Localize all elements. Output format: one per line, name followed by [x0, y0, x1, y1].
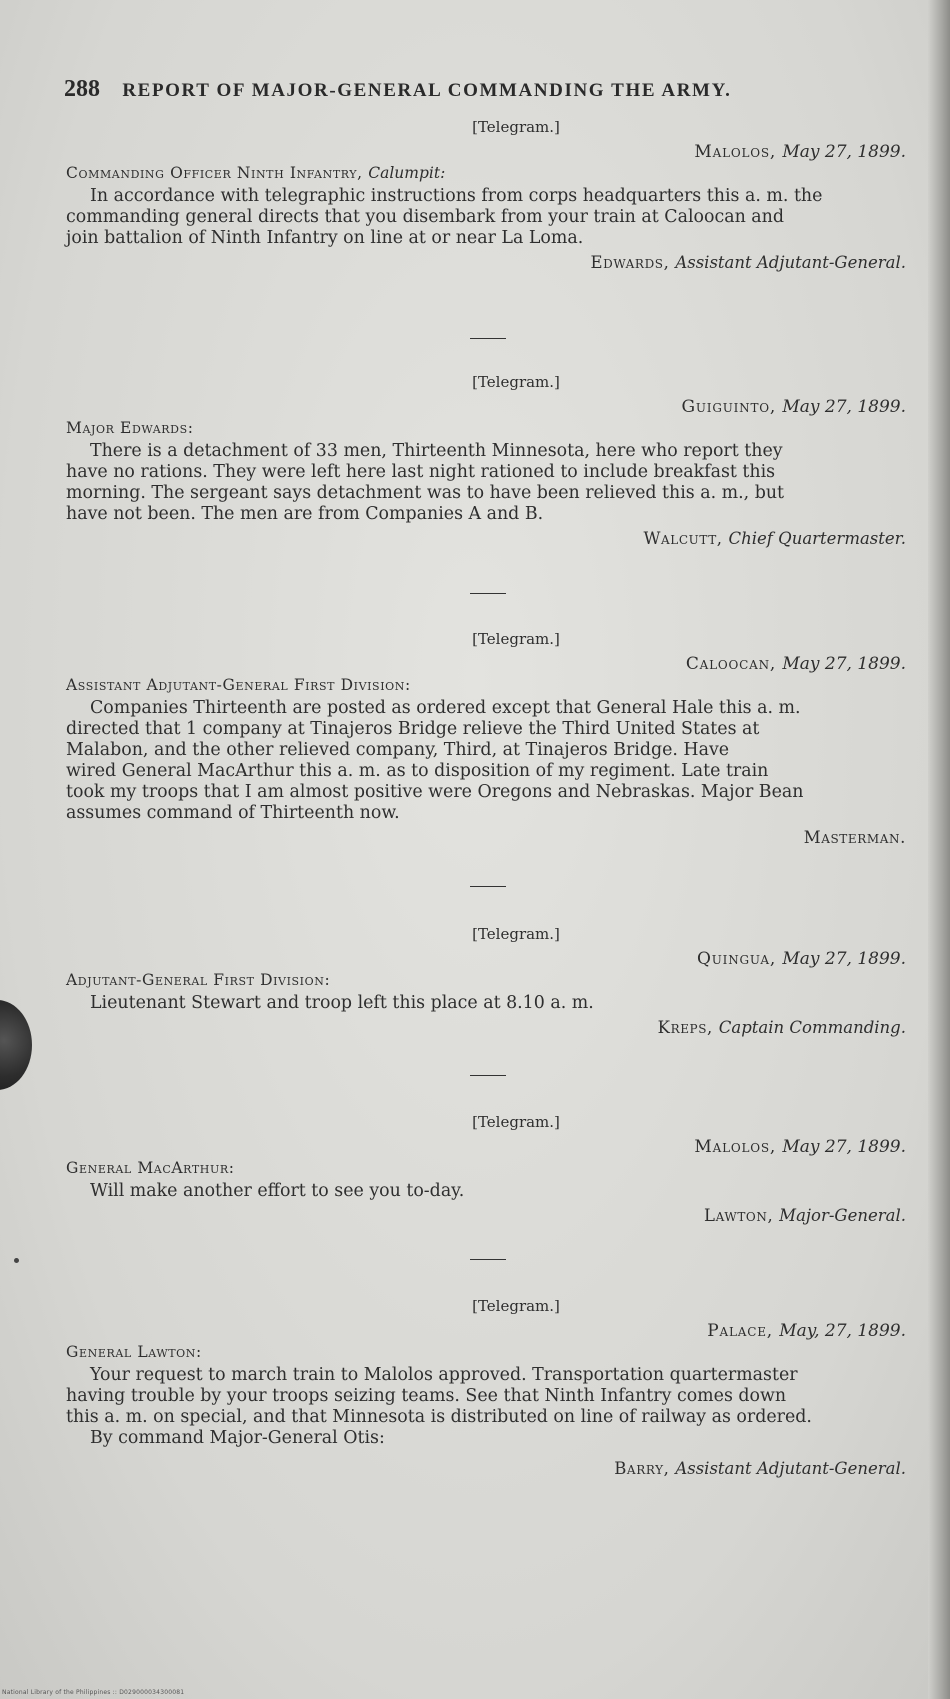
body-line: By command Major-General Otis:: [90, 1428, 385, 1448]
addressee-name: Commanding Officer Ninth Infantry,: [66, 164, 363, 182]
telegram-addressee: Adjutant-General First Division:: [66, 971, 331, 989]
telegram-place: Malolos,: [694, 1137, 777, 1157]
telegram-date: May 27, 1899.: [782, 397, 906, 417]
signer-title: Captain Commanding.: [718, 1018, 906, 1037]
telegram-label: [Telegram.]: [472, 373, 560, 391]
signer-title: Major-General.: [779, 1206, 906, 1225]
telegram-addressee: General MacArthur:: [66, 1159, 235, 1177]
telegram-signature: [66, 1206, 906, 1225]
telegram-label: [Telegram.]: [472, 925, 560, 943]
telegram-label: [Telegram.]: [472, 118, 560, 136]
telegram-place-date: [66, 397, 906, 417]
body-line: wired General MacArthur this a. m. as to disposition of my regiment. Late train: [66, 761, 769, 781]
telegram-label: [Telegram.]: [472, 1113, 560, 1131]
telegram-2: [66, 373, 906, 548]
telegram-3: [66, 630, 906, 847]
signer-name: Edwards,: [590, 253, 670, 272]
telegram-label: [Telegram.]: [472, 630, 560, 648]
telegram-addressee: [66, 164, 906, 182]
signer-name: Kreps,: [657, 1018, 713, 1037]
body-line: have no rations. They were left here last night rationed to include breakfast this: [66, 462, 776, 482]
telegram-place-date: [66, 1137, 906, 1157]
telegram-body: [66, 698, 906, 824]
signer-title: Chief Quartermaster.: [728, 529, 906, 548]
signer-name: Barry,: [614, 1459, 670, 1478]
page-edge-shadow: [928, 0, 950, 1699]
scan-source-tag: National Library of the Philippines :: D029000034300081: [2, 1689, 185, 1696]
section-divider: [470, 593, 506, 594]
telegram-place: Palace,: [707, 1321, 773, 1341]
telegram-signature: [66, 253, 906, 272]
telegram-5: [66, 1113, 906, 1225]
telegram-place-date: [66, 1321, 906, 1341]
body-line: having trouble by your troops seizing teams. See that Ninth Infantry comes down: [66, 1386, 787, 1406]
body-line: Companies Thirteenth are posted as ordered except that General Hale this a. m.: [90, 698, 801, 718]
telegram-date: May 27, 1899.: [782, 949, 906, 969]
body-line: morning. The sergeant says detachment was to have been relieved this a. m., but: [66, 483, 785, 503]
telegram-label: [Telegram.]: [472, 1297, 560, 1315]
running-header: [64, 76, 864, 103]
telegram-date: May 27, 1899.: [782, 1137, 906, 1157]
page-number: 288: [64, 76, 100, 102]
telegram-body: [66, 441, 906, 525]
body-line: have not been. The men are from Companies A and B.: [66, 504, 544, 524]
body-line: assumes command of Thirteenth now.: [66, 803, 400, 823]
section-divider: [470, 1075, 506, 1076]
addressee-location: Calumpit:: [368, 164, 446, 182]
telegram-date: May 27, 1899.: [782, 654, 906, 674]
telegram-body: [66, 186, 906, 249]
telegram-place: Malolos,: [694, 142, 777, 162]
body-line: took my troops that I am almost positive were Oregons and Nebraskas. Major Bean: [66, 782, 804, 802]
body-line: join battalion of Ninth Infantry on line at or near La Loma.: [66, 228, 584, 248]
page-title: REPORT OF MAJOR-GENERAL COMMANDING THE ARMY.: [122, 80, 732, 101]
telegram-place-date: [66, 654, 906, 674]
telegram-place: Guiguinto,: [681, 397, 777, 417]
section-divider: [470, 338, 506, 339]
telegram-date: May, 27, 1899.: [779, 1321, 906, 1341]
body-line: Your request to march train to Malolos approved. Transportation quartermaster: [90, 1365, 798, 1385]
telegram-signature: [66, 1459, 906, 1478]
signer-name: Masterman.: [803, 828, 906, 847]
telegram-4: [66, 925, 906, 1037]
telegram-place: Caloocan,: [685, 654, 777, 674]
telegram-place: Quingua,: [697, 949, 777, 969]
body-line: In accordance with telegraphic instructions from corps headquarters this a. m. the: [90, 186, 823, 206]
telegram-6: [66, 1297, 906, 1478]
body-line: this a. m. on special, and that Minnesota is distributed on line of railway as ordered.: [66, 1407, 812, 1427]
body-line: Lieutenant Stewart and troop left this place at 8.10 a. m.: [90, 993, 594, 1013]
signer-title: Assistant Adjutant-General.: [675, 253, 906, 272]
signer-name: Lawton,: [704, 1206, 774, 1225]
telegram-addressee: General Lawton:: [66, 1343, 202, 1361]
telegram-signature: [66, 1018, 906, 1037]
telegram-body: [66, 1365, 906, 1449]
telegram-addressee: Major Edwards:: [66, 419, 194, 437]
body-line: Malabon, and the other relieved company, Third, at Tinajeros Bridge. Have: [66, 740, 730, 760]
body-line: commanding general directs that you disembark from your train at Caloocan and: [66, 207, 784, 227]
signer-title: Assistant Adjutant-General.: [675, 1459, 906, 1478]
signer-name: Walcutt,: [643, 529, 723, 548]
telegram-place-date: [66, 142, 906, 162]
body-line: Will make another effort to see you to-day.: [90, 1181, 465, 1201]
telegram-signature: [66, 828, 906, 847]
telegram-signature: [66, 529, 906, 548]
telegram-body: [66, 1181, 906, 1202]
ink-speck: [14, 1258, 19, 1263]
telegram-place-date: [66, 949, 906, 969]
telegram-date: May 27, 1899.: [782, 142, 906, 162]
body-line: directed that 1 company at Tinajeros Bridge relieve the Third United States at: [66, 719, 760, 739]
section-divider: [470, 886, 506, 887]
body-line: There is a detachment of 33 men, Thirteenth Minnesota, here who report they: [90, 441, 783, 461]
telegram-addressee: Assistant Adjutant-General First Division:: [66, 676, 411, 694]
telegram-1: [66, 118, 906, 272]
telegram-body: [66, 993, 906, 1014]
section-divider: [470, 1259, 506, 1260]
